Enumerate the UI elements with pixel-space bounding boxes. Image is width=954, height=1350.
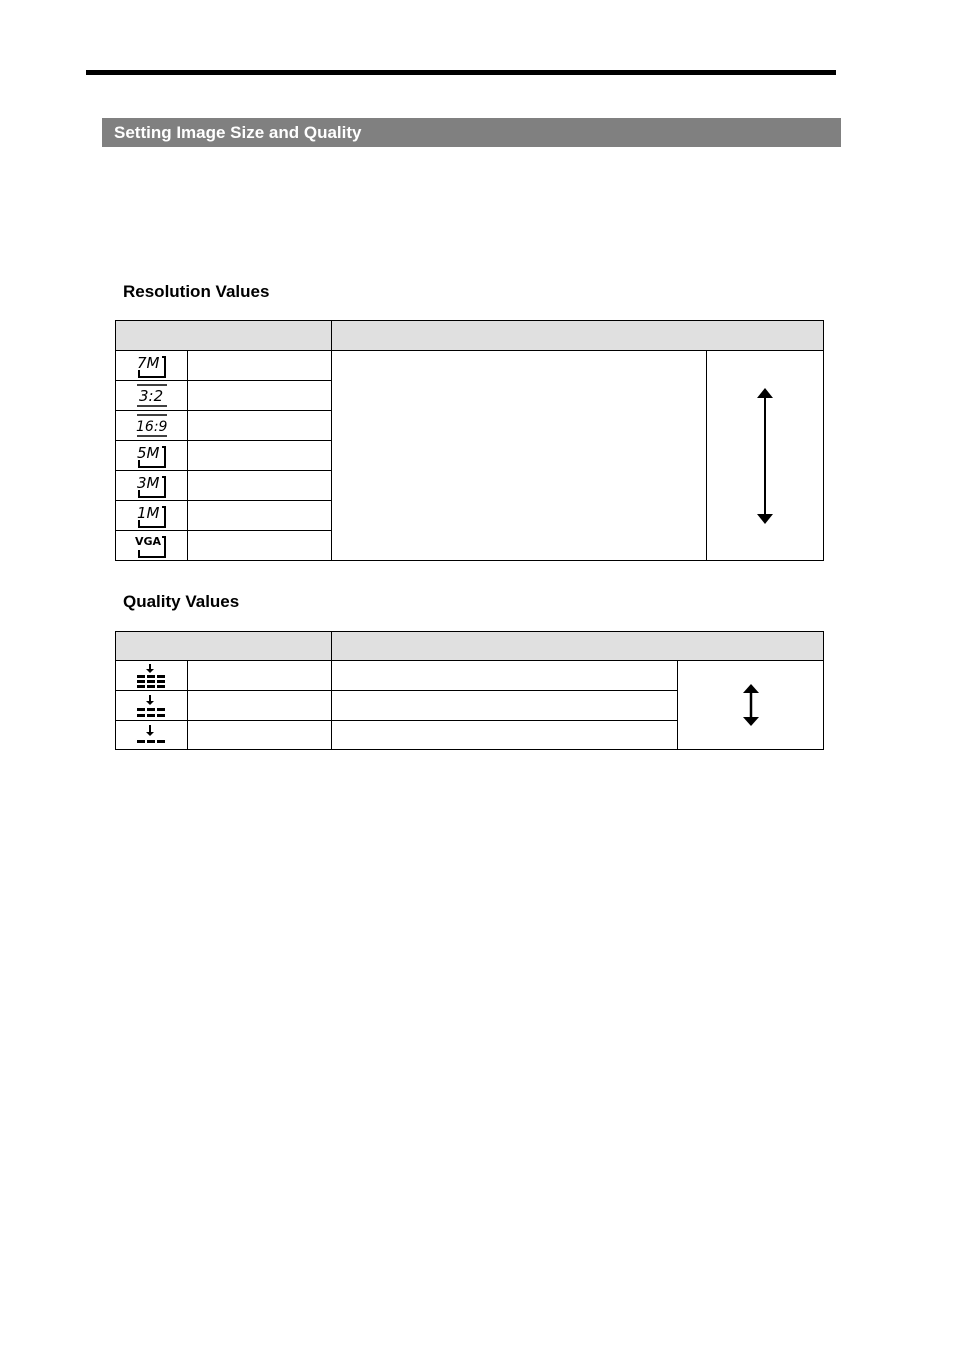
svg-text:5M: 5M — [136, 443, 159, 462]
resolution-size-cell — [188, 441, 332, 471]
resolution-size-cell — [188, 381, 332, 411]
resolution-size-cell — [188, 531, 332, 561]
quality-description-cell — [332, 691, 678, 721]
VGA-resolution-icon — [116, 531, 188, 561]
16-9-aspect-icon — [116, 411, 188, 441]
resolution-size-cell — [188, 351, 332, 381]
resolution-description-cell — [332, 351, 707, 561]
top-rule — [86, 70, 836, 75]
quality-arrow-cell — [678, 661, 824, 750]
quality-header-setting — [116, 632, 332, 661]
svg-text:3M: 3M — [136, 473, 159, 492]
5M-resolution-icon — [116, 441, 188, 471]
double-arrow-icon — [741, 683, 761, 727]
resolution-heading: Resolution Values — [123, 282, 270, 301]
section-title: Setting Image Size and Quality — [102, 118, 841, 147]
3-2-aspect-icon — [116, 381, 188, 411]
double-arrow-icon — [755, 386, 775, 526]
svg-text:16:9: 16:9 — [135, 418, 167, 435]
resolution-size-cell — [188, 471, 332, 501]
svg-text:7M: 7M — [136, 353, 159, 372]
3M-resolution-icon — [116, 471, 188, 501]
resolution-arrow-cell — [707, 351, 824, 561]
resolution-table — [115, 320, 824, 561]
svg-text:1M: 1M — [136, 503, 159, 522]
7M-resolution-icon — [116, 351, 188, 381]
quality-normal-icon — [116, 691, 188, 721]
quality-name-cell — [188, 691, 332, 721]
1M-resolution-icon — [116, 501, 188, 531]
resolution-size-cell — [188, 411, 332, 441]
resolution-size-cell — [188, 501, 332, 531]
quality-name-cell — [188, 661, 332, 691]
quality-header-description — [332, 632, 824, 661]
resolution-header-description — [332, 321, 824, 351]
svg-text:3:2: 3:2 — [138, 386, 163, 405]
svg-text:VGA: VGA — [134, 534, 161, 548]
quality-name-cell — [188, 721, 332, 750]
quality-table — [115, 631, 824, 750]
quality-economy-icon — [116, 721, 188, 750]
quality-description-cell — [332, 721, 678, 750]
quality-fine-icon — [116, 661, 188, 691]
quality-description-cell — [332, 661, 678, 691]
resolution-header-setting — [116, 321, 332, 351]
quality-heading: Quality Values — [123, 592, 240, 611]
